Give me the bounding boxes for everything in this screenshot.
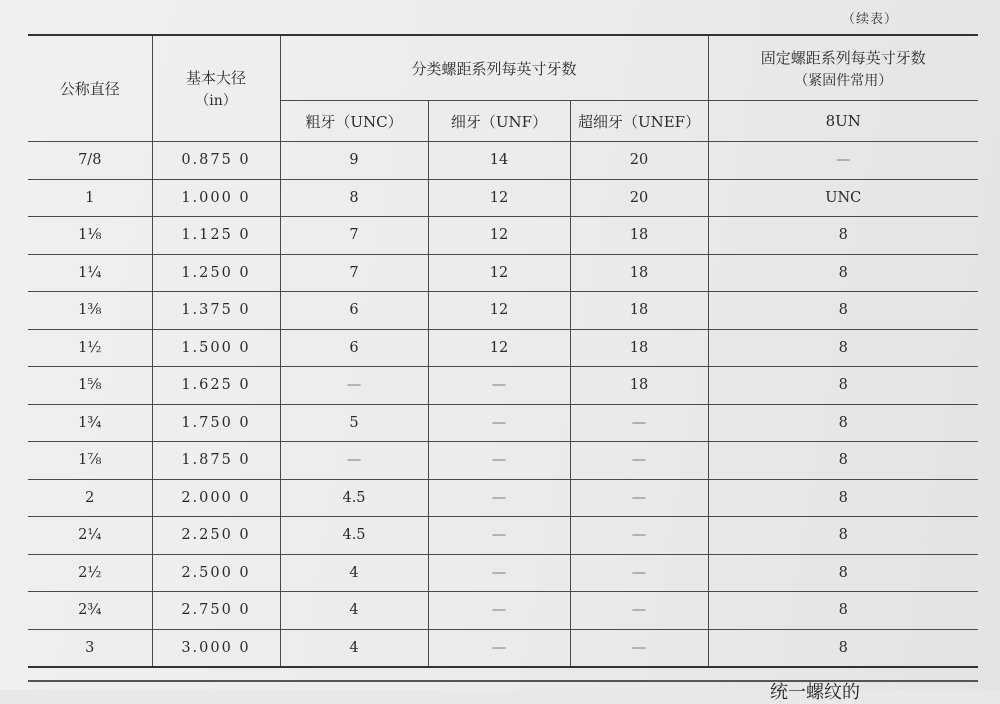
- header-basic-unit: （in）: [195, 93, 237, 109]
- cell-unef: 18: [570, 329, 708, 367]
- cell-unef: —: [570, 554, 708, 592]
- cell-unef: 20: [570, 142, 708, 180]
- cell-basic-major-diameter: 1.375 0: [152, 292, 280, 330]
- cell-nominal-diameter: 1⅞: [28, 442, 152, 480]
- table-row: [28, 442, 978, 480]
- table-row: [28, 629, 978, 667]
- cell-basic-major-diameter: 2.000 0: [152, 479, 280, 517]
- body-text-fragment: 统一螺纹的: [770, 682, 860, 703]
- header-unc: 粗牙（UNC）: [280, 101, 428, 142]
- cell-unc: 4: [280, 592, 428, 630]
- cell-unef: 18: [570, 292, 708, 330]
- cell-basic-major-diameter: 1.750 0: [152, 404, 280, 442]
- cell-unef: —: [570, 442, 708, 480]
- table-row: [28, 517, 978, 555]
- cell-unf: —: [428, 442, 570, 480]
- cell-8un: 8: [708, 554, 978, 592]
- cell-unc: 4.5: [280, 479, 428, 517]
- cell-unc: 6: [280, 292, 428, 330]
- header-8un: 8UN: [708, 101, 978, 142]
- header-unf: 细牙（UNF）: [428, 101, 570, 142]
- cell-unef: 18: [570, 254, 708, 292]
- cell-unf: —: [428, 629, 570, 667]
- cell-unf: —: [428, 479, 570, 517]
- header-nominal-diameter: 公称直径: [28, 35, 152, 142]
- cell-nominal-diameter: 3: [28, 629, 152, 667]
- cell-nominal-diameter: 2: [28, 479, 152, 517]
- cell-8un: 8: [708, 479, 978, 517]
- table-row: [28, 592, 978, 630]
- cell-unef: —: [570, 592, 708, 630]
- cell-8un: 8: [708, 367, 978, 405]
- cell-basic-major-diameter: 1.625 0: [152, 367, 280, 405]
- table-header: [28, 35, 978, 142]
- cell-unef: 18: [570, 367, 708, 405]
- cell-unf: 12: [428, 292, 570, 330]
- thread-spec-table: [28, 34, 978, 668]
- cell-unf: —: [428, 592, 570, 630]
- cell-unf: 12: [428, 179, 570, 217]
- table-row: [28, 554, 978, 592]
- cell-unc: 8: [280, 179, 428, 217]
- cell-nominal-diameter: 1⅝: [28, 367, 152, 405]
- cell-nominal-diameter: 7/8: [28, 142, 152, 180]
- cell-basic-major-diameter: 1.875 0: [152, 442, 280, 480]
- cell-nominal-diameter: 2½: [28, 554, 152, 592]
- table-row: [28, 404, 978, 442]
- cell-unef: —: [570, 404, 708, 442]
- cell-unc: —: [280, 367, 428, 405]
- header-graded-pitch-series: 分类螺距系列每英寸牙数: [280, 35, 708, 101]
- cell-8un: 8: [708, 404, 978, 442]
- cell-unf: 12: [428, 217, 570, 255]
- cell-nominal-diameter: 1⅜: [28, 292, 152, 330]
- cell-8un: 8: [708, 329, 978, 367]
- cell-unf: —: [428, 404, 570, 442]
- table-row: [28, 479, 978, 517]
- cell-nominal-diameter: 2¾: [28, 592, 152, 630]
- cell-basic-major-diameter: 2.500 0: [152, 554, 280, 592]
- header-fixed-note: （紧固件常用）: [794, 72, 893, 89]
- cell-nominal-diameter: 1: [28, 179, 152, 217]
- cell-unc: 4: [280, 554, 428, 592]
- table-row: [28, 329, 978, 367]
- cell-unc: 4.5: [280, 517, 428, 555]
- header-basic-major-diameter: [152, 35, 280, 142]
- table-row: [28, 367, 978, 405]
- table-row: [28, 142, 978, 180]
- cell-unc: 4: [280, 629, 428, 667]
- table-row: [28, 254, 978, 292]
- cell-unef: —: [570, 629, 708, 667]
- cell-unf: 12: [428, 329, 570, 367]
- cell-unf: —: [428, 554, 570, 592]
- cell-nominal-diameter: 1¾: [28, 404, 152, 442]
- cell-unef: —: [570, 517, 708, 555]
- cell-unc: 7: [280, 254, 428, 292]
- cell-unf: 14: [428, 142, 570, 180]
- header-fixed-line1: 固定螺距系列每英寸牙数: [760, 48, 926, 67]
- cell-unef: 20: [570, 179, 708, 217]
- header-unef: 超细牙（UNEF）: [570, 101, 708, 142]
- cell-unc: 5: [280, 404, 428, 442]
- cell-8un: —: [708, 142, 978, 180]
- table-row: [28, 179, 978, 217]
- cell-basic-major-diameter: 2.250 0: [152, 517, 280, 555]
- cell-basic-major-diameter: 3.000 0: [152, 629, 280, 667]
- cell-nominal-diameter: 2¼: [28, 517, 152, 555]
- cell-basic-major-diameter: 1.125 0: [152, 217, 280, 255]
- cell-unc: 7: [280, 217, 428, 255]
- header-basic-line1: 基本大径: [185, 69, 246, 87]
- cell-8un: 8: [708, 629, 978, 667]
- cell-basic-major-diameter: 2.750 0: [152, 592, 280, 630]
- cell-unc: 9: [280, 142, 428, 180]
- cell-unf: 12: [428, 254, 570, 292]
- cell-unc: 6: [280, 329, 428, 367]
- cell-unc: —: [280, 442, 428, 480]
- cell-nominal-diameter: 1¼: [28, 254, 152, 292]
- cell-nominal-diameter: 1½: [28, 329, 152, 367]
- cell-unef: —: [570, 479, 708, 517]
- cell-8un: 8: [708, 517, 978, 555]
- cell-basic-major-diameter: 1.250 0: [152, 254, 280, 292]
- cell-basic-major-diameter: 1.000 0: [152, 179, 280, 217]
- header-constant-pitch-series: [708, 35, 978, 101]
- cell-8un: 8: [708, 292, 978, 330]
- cell-8un: 8: [708, 254, 978, 292]
- cell-nominal-diameter: 1⅛: [28, 217, 152, 255]
- cell-unf: —: [428, 517, 570, 555]
- cell-unef: 18: [570, 217, 708, 255]
- cell-basic-major-diameter: 1.500 0: [152, 329, 280, 367]
- cell-8un: 8: [708, 442, 978, 480]
- cell-unf: —: [428, 367, 570, 405]
- cell-8un: UNC: [708, 179, 978, 217]
- table-body: [28, 142, 978, 668]
- table-row: [28, 292, 978, 330]
- table-row: [28, 217, 978, 255]
- cell-basic-major-diameter: 0.875 0: [152, 142, 280, 180]
- cell-8un: 8: [708, 217, 978, 255]
- continued-caption: （续表）: [842, 12, 899, 27]
- cell-8un: 8: [708, 592, 978, 630]
